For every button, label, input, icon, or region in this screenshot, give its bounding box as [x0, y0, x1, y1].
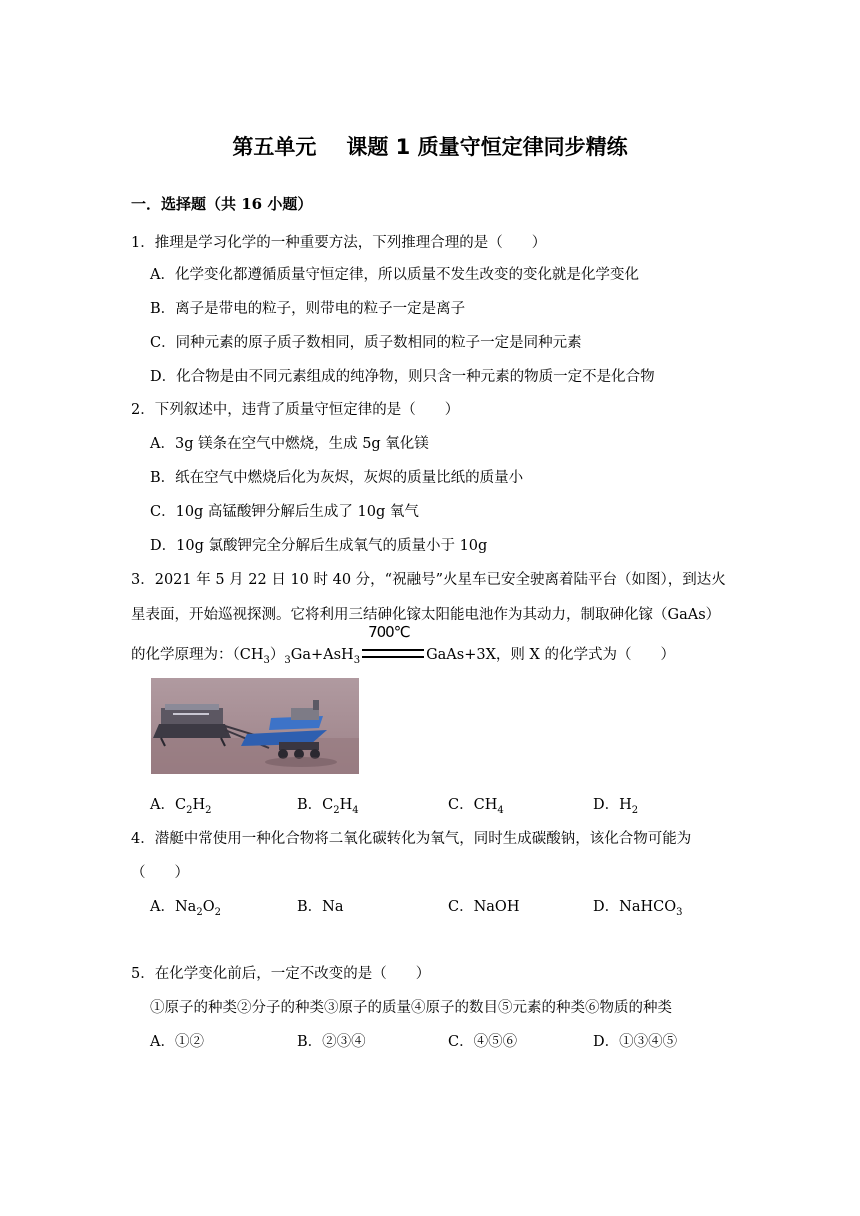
question-2-stem: 2．下列叙述中，违背了质量守恒定律的是（ ） — [131, 402, 460, 418]
question-2-option-c: C．10g 高锰酸钾分解后生成了 10g 氧气 — [150, 504, 419, 520]
question-1-option-c: C．同种元素的原子质子数相同，质子数相同的粒子一定是同种元素 — [150, 335, 582, 351]
question-3-option-a: A．$C_2H_2$ — [150, 797, 212, 816]
question-1-option-b: B．离子是带电的粒子，则带电的粒子一定是离子 — [150, 301, 466, 317]
title-topic: 课题 1 质量守恒定律同步精练 — [346, 135, 628, 159]
question-3-line-3: 的化学原理为：$(CH_3)_3Ga+AsH_3$ 700℃ GaAs+3X，则 X 的化学式为（ ） — [131, 623, 675, 666]
question-4-option-d: D．NaHCO$_3$ — [593, 899, 683, 918]
question-2-option-d: D．10g 氯酸钾完全分解后生成氧气的质量小于 10g — [150, 538, 488, 554]
question-1-stem: 1．推理是学习化学的一种重要方法，下列推理合理的是（ ） — [131, 235, 547, 251]
mars-rover-photo — [151, 678, 359, 774]
question-3-option-d: D．$H_2$ — [593, 797, 639, 816]
question-4-line-1: 4．潜艇中常使用一种化合物将二氧化碳转化为氧气，同时生成碳酸钠，该化合物可能为 — [131, 831, 692, 847]
section-heading: 一．选择题（共 16 小题） — [131, 195, 313, 213]
question-3-line-1: 3．2021 年 5 月 22 日 10 时 40 分，“祝融号”火星车已安全驶离着陆平台（如图），到达火 — [131, 572, 726, 588]
question-5-option-c: C．④⑤⑥ — [448, 1034, 518, 1050]
question-5-items: ①原子的种类②分子的种类③原子的质量④原子的数目⑤元素的种类⑥物质的种类 — [150, 1000, 672, 1016]
question-5-option-a: A．①② — [150, 1034, 204, 1050]
question-1-option-d: D．化合物是由不同元素组成的纯净物，则只含一种元素的物质一定不是化合物 — [150, 369, 655, 385]
question-4-option-a: A．$Na_2O_2$ — [150, 899, 221, 918]
page-title — [0, 131, 860, 161]
question-5-option-d: D．①③④⑤ — [593, 1034, 678, 1050]
question-2-option-b: B．纸在空气中燃烧后化为灰烬，灰烬的质量比纸的质量小 — [150, 470, 524, 486]
question-2-option-a: A．3g 镁条在空气中燃烧，生成 5g 氧化镁 — [150, 436, 429, 452]
question-4-option-c: C．NaOH — [448, 899, 520, 915]
question-5-option-b: B．②③④ — [297, 1034, 366, 1050]
question-1-option-a: A．化学变化都遵循质量守恒定律，所以质量不发生改变的变化就是化学变化 — [150, 267, 639, 283]
question-3-line-2: 星表面，开始巡视探测。它将利用三结砷化镓太阳能电池作为其动力，制取砷化镓（GaAs） — [131, 607, 721, 623]
reaction-condition: 700℃ — [368, 623, 410, 641]
reaction-equals-sign — [360, 623, 426, 659]
question-3-option-b: B．$C_2H_4$ — [297, 797, 359, 816]
question-3-option-c: C．$CH_4$ — [448, 797, 504, 816]
question-4-option-b: B．Na — [297, 899, 344, 915]
title-unit: 第五单元 — [232, 135, 317, 159]
question-5-stem: 5．在化学变化前后，一定不改变的是（ ） — [131, 966, 431, 982]
question-4-line-2: （ ） — [131, 865, 189, 881]
